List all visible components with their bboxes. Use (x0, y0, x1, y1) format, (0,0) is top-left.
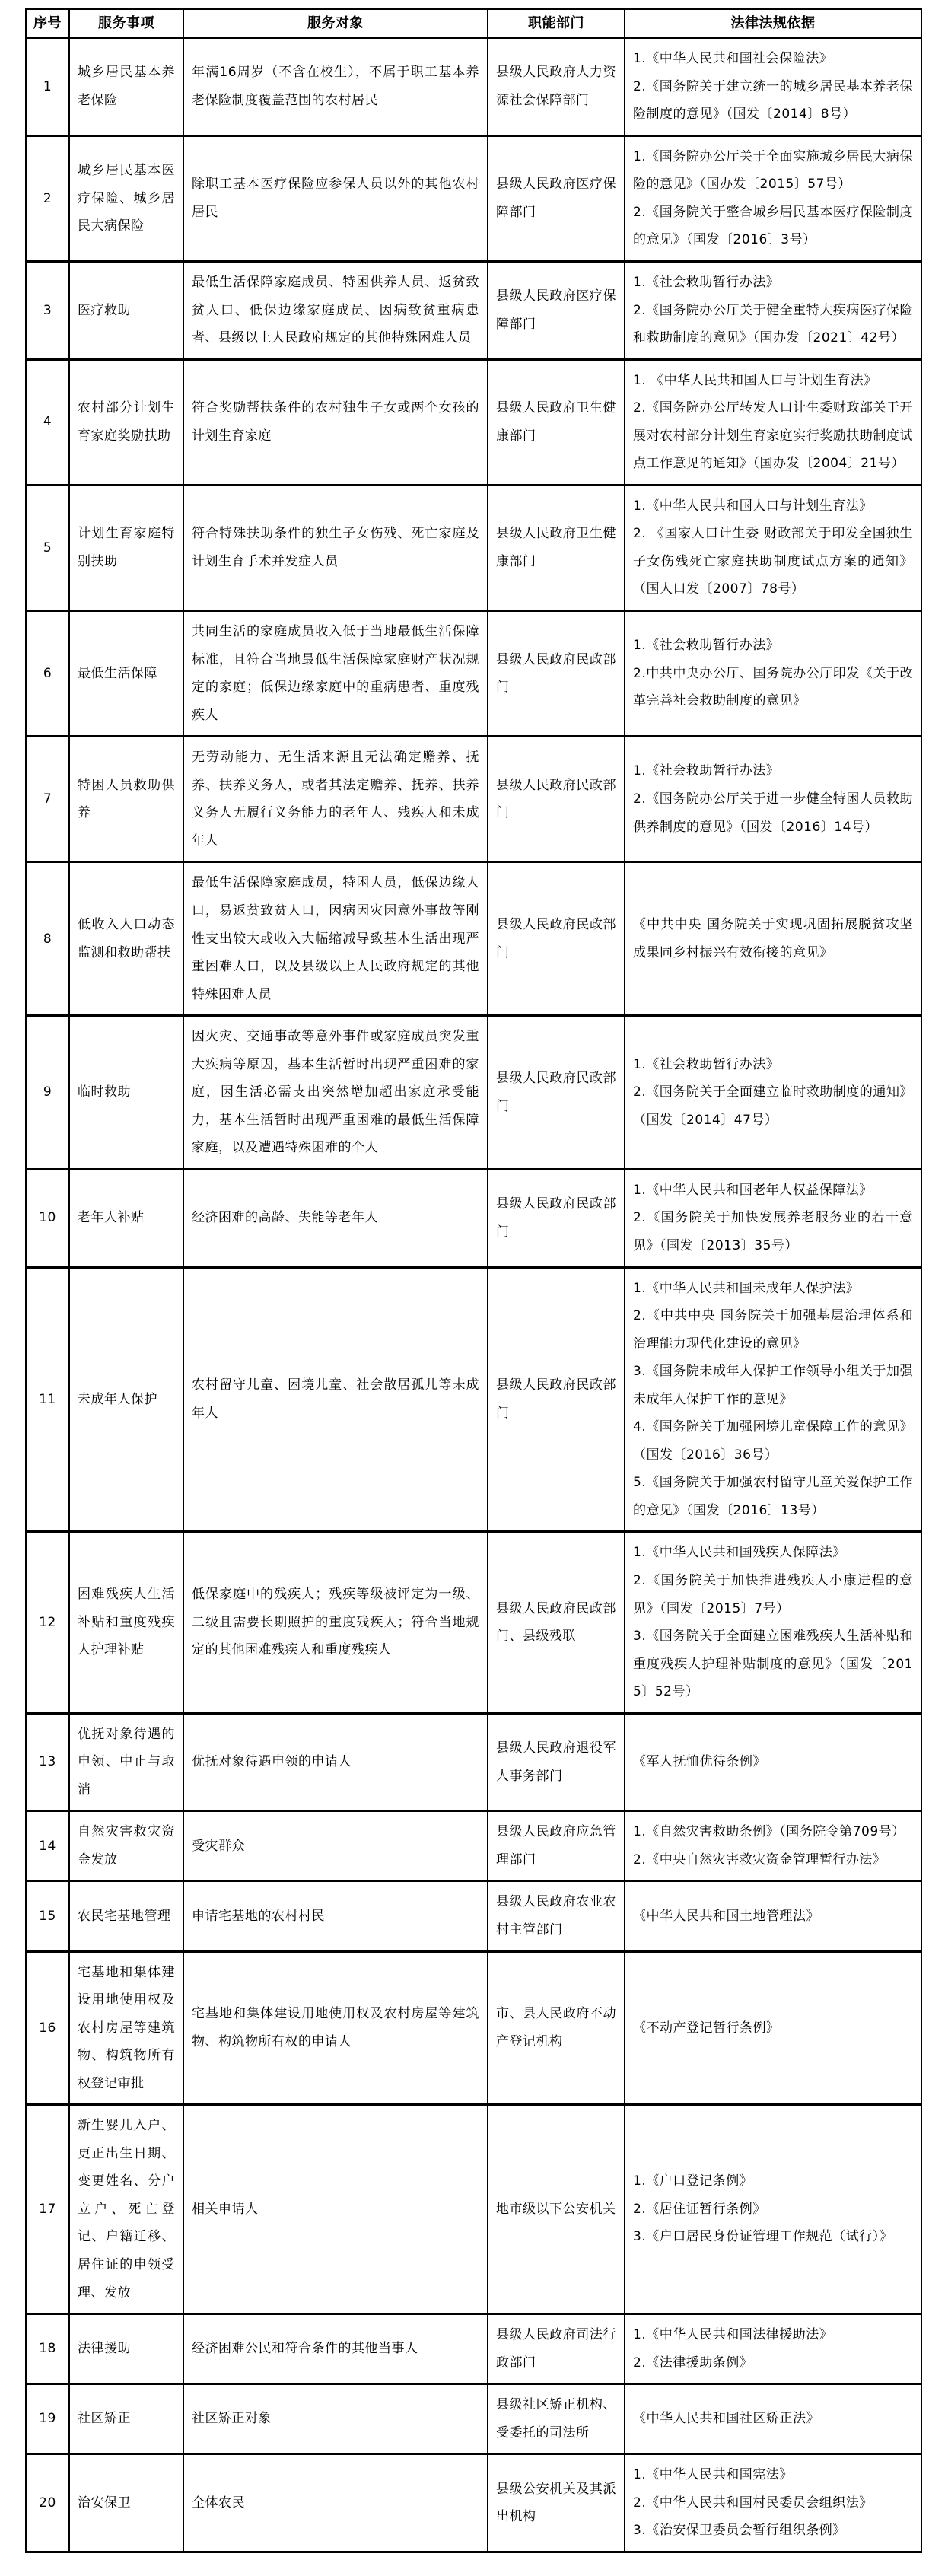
service-target-cell: 农村留守儿童、困境儿童、社会散居孤儿等未成年人 (183, 1267, 488, 1532)
department-cell: 县级公安机关及其派出机构 (488, 2454, 625, 2552)
row-number-cell: 5 (26, 485, 69, 610)
service-target-cell: 受灾群众 (183, 1811, 488, 1881)
department-cell: 县级人民政府民政部门 (488, 1267, 625, 1532)
legal-basis-cell (625, 135, 921, 261)
table-row (26, 262, 921, 360)
legal-basis-entry: 4.《国务院关于加强困境儿童保障工作的意见》（国发〔2016〕36号） (633, 1419, 913, 1463)
row-number-cell: 6 (26, 611, 69, 737)
legal-basis-cell (625, 1951, 921, 2105)
table-row (26, 2384, 921, 2454)
service-target-cell: 除职工基本医疗保险应参保人员以外的其他农村居民 (183, 135, 488, 261)
service-target-cell: 申请宅基地的农村村民 (183, 1881, 488, 1951)
department-cell: 县级人民政府医疗保障部门 (488, 262, 625, 360)
legal-basis-entry: 2.《中央自然灾害救灾资金管理暂行办法》 (633, 1852, 886, 1868)
row-number-cell: 9 (26, 1016, 69, 1170)
row-number-cell: 18 (26, 2314, 69, 2384)
table-row (26, 1881, 921, 1951)
row-number-cell: 16 (26, 1951, 69, 2105)
table-row (26, 135, 921, 261)
service-item-cell: 低收入人口动态监测和救助帮扶 (69, 862, 183, 1016)
legal-basis-entry: 1.《国务院办公厅关于全面实施城乡居民大病保险的意见》（国办发〔2015〕57号） (633, 148, 913, 193)
legal-basis-cell (625, 359, 921, 485)
service-item-cell: 自然灾害救灾资金发放 (69, 1811, 183, 1881)
header-dept: 职能部门 (488, 9, 625, 38)
legal-basis-entry: 2.《国务院办公厅关于进一步健全特困人员救助供养制度的意见》（国发〔2016〕14号） (633, 791, 913, 835)
service-target-cell: 共同生活的家庭成员收入低于当地最低生活保障标准，且符合当地最低生活保障家庭财产状况规定的家庭；低保边缘家庭中的重病患者、重度残疾人 (183, 611, 488, 737)
legal-basis-entry: 2.《国务院办公厅关于健全重特大疾病医疗保险和救助制度的意见》（国办发〔2021〕42号） (633, 302, 913, 346)
legal-basis-cell (625, 1713, 921, 1811)
table-row (26, 2314, 921, 2384)
table-row (26, 1532, 921, 1713)
department-cell: 县级人民政府卫生健康部门 (488, 359, 625, 485)
legal-basis-entry: 1.《社会救助暂行办法》 (633, 638, 780, 654)
row-number-cell: 14 (26, 1811, 69, 1881)
table-row (26, 485, 921, 610)
row-number-cell: 7 (26, 737, 69, 862)
service-item-cell: 治安保卫 (69, 2454, 183, 2552)
service-item-cell: 法律援助 (69, 2314, 183, 2384)
legal-basis-entry: 2.《国务院关于整合城乡居民基本医疗保险制度的意见》（国发〔2016〕3号） (633, 204, 913, 248)
legal-basis-entry: 2.《国务院办公厅转发人口计生委财政部关于开展对农村部分计划生育家庭实行奖励扶助制度试点工作意见的通知》（国办发〔2004〕21号） (633, 400, 913, 472)
row-number-cell: 19 (26, 2384, 69, 2454)
table-row (26, 2105, 921, 2314)
department-cell: 县级人民政府民政部门 (488, 1016, 625, 1170)
legal-basis-entry: 2.《法律援助条例》 (633, 2355, 753, 2371)
table-row (26, 1016, 921, 1170)
legal-basis-cell (625, 1532, 921, 1713)
department-cell: 县级人民政府医疗保障部门 (488, 135, 625, 261)
department-cell: 县级人民政府卫生健康部门 (488, 485, 625, 610)
department-cell: 县级人民政府退役军人事务部门 (488, 1713, 625, 1811)
service-item-cell: 医疗救助 (69, 262, 183, 360)
header-no: 序号 (26, 9, 69, 38)
legal-basis-entry: 1.《社会救助暂行办法》 (633, 1056, 780, 1072)
row-number-cell: 10 (26, 1169, 69, 1267)
legal-basis-entry: 1.《中华人民共和国宪法》 (633, 2467, 793, 2483)
table-row (26, 1713, 921, 1811)
table-row (26, 1951, 921, 2105)
service-item-cell: 优抚对象待遇的申领、中止与取消 (69, 1713, 183, 1811)
service-target-cell: 因火灾、交通事故等意外事件或家庭成员突发重大疾病等原因，基本生活暂时出现严重困难的家庭，因生活必需支出突然增加超出家庭承受能力，基本生活暂时出现严重困难的最低生活保障家庭，以及遭遇特殊困难的个人 (183, 1016, 488, 1170)
service-item-cell: 社区矫正 (69, 2384, 183, 2454)
legal-basis-cell (625, 262, 921, 360)
service-target-cell: 年满16周岁（不含在校生），不属于职工基本养老保险制度覆盖范围的农村居民 (183, 38, 488, 136)
service-target-cell: 低保家庭中的残疾人；残疾等级被评定为一级、二级且需要长期照护的重度残疾人；符合当地规定的其他困难残疾人和重度残疾人 (183, 1532, 488, 1713)
legal-basis-entry: 1.《中华人民共和国老年人权益保障法》 (633, 1182, 873, 1198)
legal-basis-entry: 1. 《中华人民共和国人口与计划生育法》 (633, 372, 877, 388)
table-row (26, 359, 921, 485)
service-target-cell: 符合特殊扶助条件的独生子女伤残、死亡家庭及计划生育手术并发症人员 (183, 485, 488, 610)
service-target-cell: 符合奖励帮扶条件的农村独生子女或两个女孩的计划生育家庭 (183, 359, 488, 485)
service-target-cell: 宅基地和集体建设用地使用权及农村房屋等建筑物、构筑物所有权的申请人 (183, 1951, 488, 2105)
department-cell: 县级人民政府民政部门 (488, 611, 625, 737)
legal-basis-entry: 《中共中央 国务院关于实现巩固拓展脱贫攻坚成果同乡村振兴有效衔接的意见》 (633, 917, 913, 960)
table-body (26, 38, 921, 2552)
header-row (26, 9, 921, 38)
legal-basis-entry: 2.中共中央办公厅、国务院办公厅印发《关于改革完善社会救助制度的意见》 (633, 665, 913, 709)
row-number-cell: 1 (26, 38, 69, 136)
services-table (25, 8, 922, 2553)
legal-basis-entry: 1.《社会救助暂行办法》 (633, 763, 780, 779)
service-item-cell: 农村部分计划生育家庭奖励扶助 (69, 359, 183, 485)
legal-basis-entry: 《军人抚恤优待条例》 (633, 1754, 766, 1770)
table-row (26, 611, 921, 737)
department-cell: 县级人民政府民政部门、县级残联 (488, 1532, 625, 1713)
legal-basis-entry: 2.《国务院关于加快发展养老服务业的若干意见》（国发〔2013〕35号） (633, 1210, 913, 1253)
table-row (26, 38, 921, 136)
service-target-cell: 相关申请人 (183, 2105, 488, 2314)
legal-basis-entry: 3.《治安保卫委员会暂行组织条例》 (633, 2523, 846, 2539)
service-target-cell: 最低生活保障家庭成员，特困人员，低保边缘人口，易返贫致贫人口，因病因灾因意外事故等刚性支出较大或收入大幅缩减导致基本生活出现严重困难人口，以及县级以上人民政府规定的其他特殊困难人员 (183, 862, 488, 1016)
legal-basis-entry: 3.《国务院未成年人保护工作领导小组关于加强未成年人保护工作的意见》 (633, 1364, 913, 1407)
legal-basis-cell (625, 1267, 921, 1532)
legal-basis-cell (625, 1016, 921, 1170)
department-cell: 县级人民政府农业农村主管部门 (488, 1881, 625, 1951)
row-number-cell: 12 (26, 1532, 69, 1713)
legal-basis-entry: 2.《国务院关于加快推进残疾人小康进程的意见》（国发〔2015〕7号） (633, 1572, 913, 1616)
legal-basis-cell (625, 38, 921, 136)
legal-basis-cell (625, 862, 921, 1016)
department-cell: 县级人民政府民政部门 (488, 737, 625, 862)
legal-basis-entry: 1.《中华人民共和国法律援助法》 (633, 2327, 833, 2343)
row-number-cell: 8 (26, 862, 69, 1016)
legal-basis-entry: 1.《中华人民共和国社会保险法》 (633, 51, 833, 67)
service-target-cell: 经济困难的高龄、失能等老年人 (183, 1169, 488, 1267)
legal-basis-entry: 1.《中华人民共和国残疾人保障法》 (633, 1545, 846, 1561)
department-cell: 市、县人民政府不动产登记机构 (488, 1951, 625, 2105)
department-cell: 县级人民政府司法行政部门 (488, 2314, 625, 2384)
legal-basis-cell (625, 2384, 921, 2454)
service-item-cell: 城乡居民基本医疗保险、城乡居民大病保险 (69, 135, 183, 261)
legal-basis-entry: 2.《中华人民共和国村民委员会组织法》 (633, 2495, 873, 2511)
table-row (26, 2454, 921, 2552)
service-item-cell: 老年人补贴 (69, 1169, 183, 1267)
legal-basis-entry: 3.《国务院关于全面建立困难残疾人生活补贴和重度残疾人护理补贴制度的意见》（国发〔2015〕52号） (633, 1629, 913, 1700)
service-item-cell: 最低生活保障 (69, 611, 183, 737)
table-row (26, 1169, 921, 1267)
service-item-cell: 农民宅基地管理 (69, 1881, 183, 1951)
legal-basis-entry: 2.《国务院关于全面建立临时救助制度的通知》（国发〔2014〕47号） (633, 1084, 913, 1128)
table-row (26, 1811, 921, 1881)
service-item-cell: 困难残疾人生活补贴和重度残疾人护理补贴 (69, 1532, 183, 1713)
department-cell: 地市级以下公安机关 (488, 2105, 625, 2314)
row-number-cell: 13 (26, 1713, 69, 1811)
service-target-cell: 经济困难公民和符合条件的其他当事人 (183, 2314, 488, 2384)
legal-basis-entry: 《中华人民共和国社区矫正法》 (633, 2411, 819, 2427)
header-target: 服务对象 (183, 9, 488, 38)
service-item-cell: 宅基地和集体建设用地使用权及农村房屋等建筑物、构筑物所有权登记审批 (69, 1951, 183, 2105)
legal-basis-entry: 2.《居住证暂行条例》 (633, 2201, 766, 2217)
legal-basis-cell (625, 1881, 921, 1951)
legal-basis-entry: 3.《户口居民身份证管理工作规范（试行）》 (633, 2229, 893, 2245)
service-item-cell: 未成年人保护 (69, 1267, 183, 1532)
service-target-cell: 最低生活保障家庭成员、特困供养人员、返贫致贫人口、低保边缘家庭成员、因病致贫重病患者、县级以上人民政府规定的其他特殊困难人员 (183, 262, 488, 360)
legal-basis-cell (625, 485, 921, 610)
header-basis: 法律法规依据 (625, 9, 921, 38)
service-item-cell: 计划生育家庭特别扶助 (69, 485, 183, 610)
legal-basis-entry: 1.《自然灾害救助条例》（国务院令第709号） (633, 1824, 905, 1840)
row-number-cell: 4 (26, 359, 69, 485)
row-number-cell: 2 (26, 135, 69, 261)
legal-basis-cell (625, 2314, 921, 2384)
department-cell: 县级人民政府人力资源社会保障部门 (488, 38, 625, 136)
legal-basis-entry: 1.《社会救助暂行办法》 (633, 275, 780, 291)
department-cell: 县级人民政府民政部门 (488, 862, 625, 1016)
header-item: 服务事项 (69, 9, 183, 38)
row-number-cell: 3 (26, 262, 69, 360)
legal-basis-entry: 2. 《国家人口计生委 财政部关于印发全国独生子女伤残死亡家庭扶助制度试点方案的通知》（国人口发〔2007〕78号） (633, 526, 913, 597)
department-cell: 县级社区矫正机构、受委托的司法所 (488, 2384, 625, 2454)
service-target-cell: 无劳动能力、无生活来源且无法确定赡养、抚养、扶养义务人，或者其法定赡养、抚养、扶养义务人无履行义务能力的老年人、残疾人和未成年人 (183, 737, 488, 862)
service-target-cell: 优抚对象待遇申领的申请人 (183, 1713, 488, 1811)
row-number-cell: 17 (26, 2105, 69, 2314)
service-item-cell: 新生婴儿入户、更正出生日期、变更姓名、分户立户、死亡登记、户籍迁移、居住证的申领受理、发放 (69, 2105, 183, 2314)
row-number-cell: 11 (26, 1267, 69, 1532)
legal-basis-entry: 5.《国务院关于加强农村留守儿童关爱保护工作的意见》（国发〔2016〕13号） (633, 1475, 913, 1518)
row-number-cell: 20 (26, 2454, 69, 2552)
legal-basis-cell (625, 737, 921, 862)
legal-basis-entry: 1.《中华人民共和国人口与计划生育法》 (633, 498, 873, 514)
legal-basis-entry: 2.《中共中央 国务院关于加强基层治理体系和治理能力现代化建设的意见》 (633, 1308, 913, 1352)
legal-basis-cell (625, 1811, 921, 1881)
legal-basis-cell (625, 2454, 921, 2552)
legal-basis-entry: 2.《国务院关于建立统一的城乡居民基本养老保险制度的意见》（国发〔2014〕8号） (633, 78, 913, 123)
table-row (26, 737, 921, 862)
department-cell: 县级人民政府应急管理部门 (488, 1811, 625, 1881)
department-cell: 县级人民政府民政部门 (488, 1169, 625, 1267)
row-number-cell: 15 (26, 1881, 69, 1951)
legal-basis-cell (625, 2105, 921, 2314)
legal-basis-cell (625, 1169, 921, 1267)
service-item-cell: 城乡居民基本养老保险 (69, 38, 183, 136)
table-row (26, 862, 921, 1016)
legal-basis-entry: 《不动产登记暂行条例》 (633, 2020, 780, 2036)
service-item-cell: 特困人员救助供养 (69, 737, 183, 862)
legal-basis-entry: 1.《中华人民共和国未成年人保护法》 (633, 1280, 860, 1296)
legal-basis-entry: 《中华人民共和国土地管理法》 (633, 1908, 819, 1924)
legal-basis-cell (625, 611, 921, 737)
service-item-cell: 临时救助 (69, 1016, 183, 1170)
table-row (26, 1267, 921, 1532)
legal-basis-entry: 1.《户口登记条例》 (633, 2173, 753, 2189)
service-target-cell: 全体农民 (183, 2454, 488, 2552)
service-target-cell: 社区矫正对象 (183, 2384, 488, 2454)
